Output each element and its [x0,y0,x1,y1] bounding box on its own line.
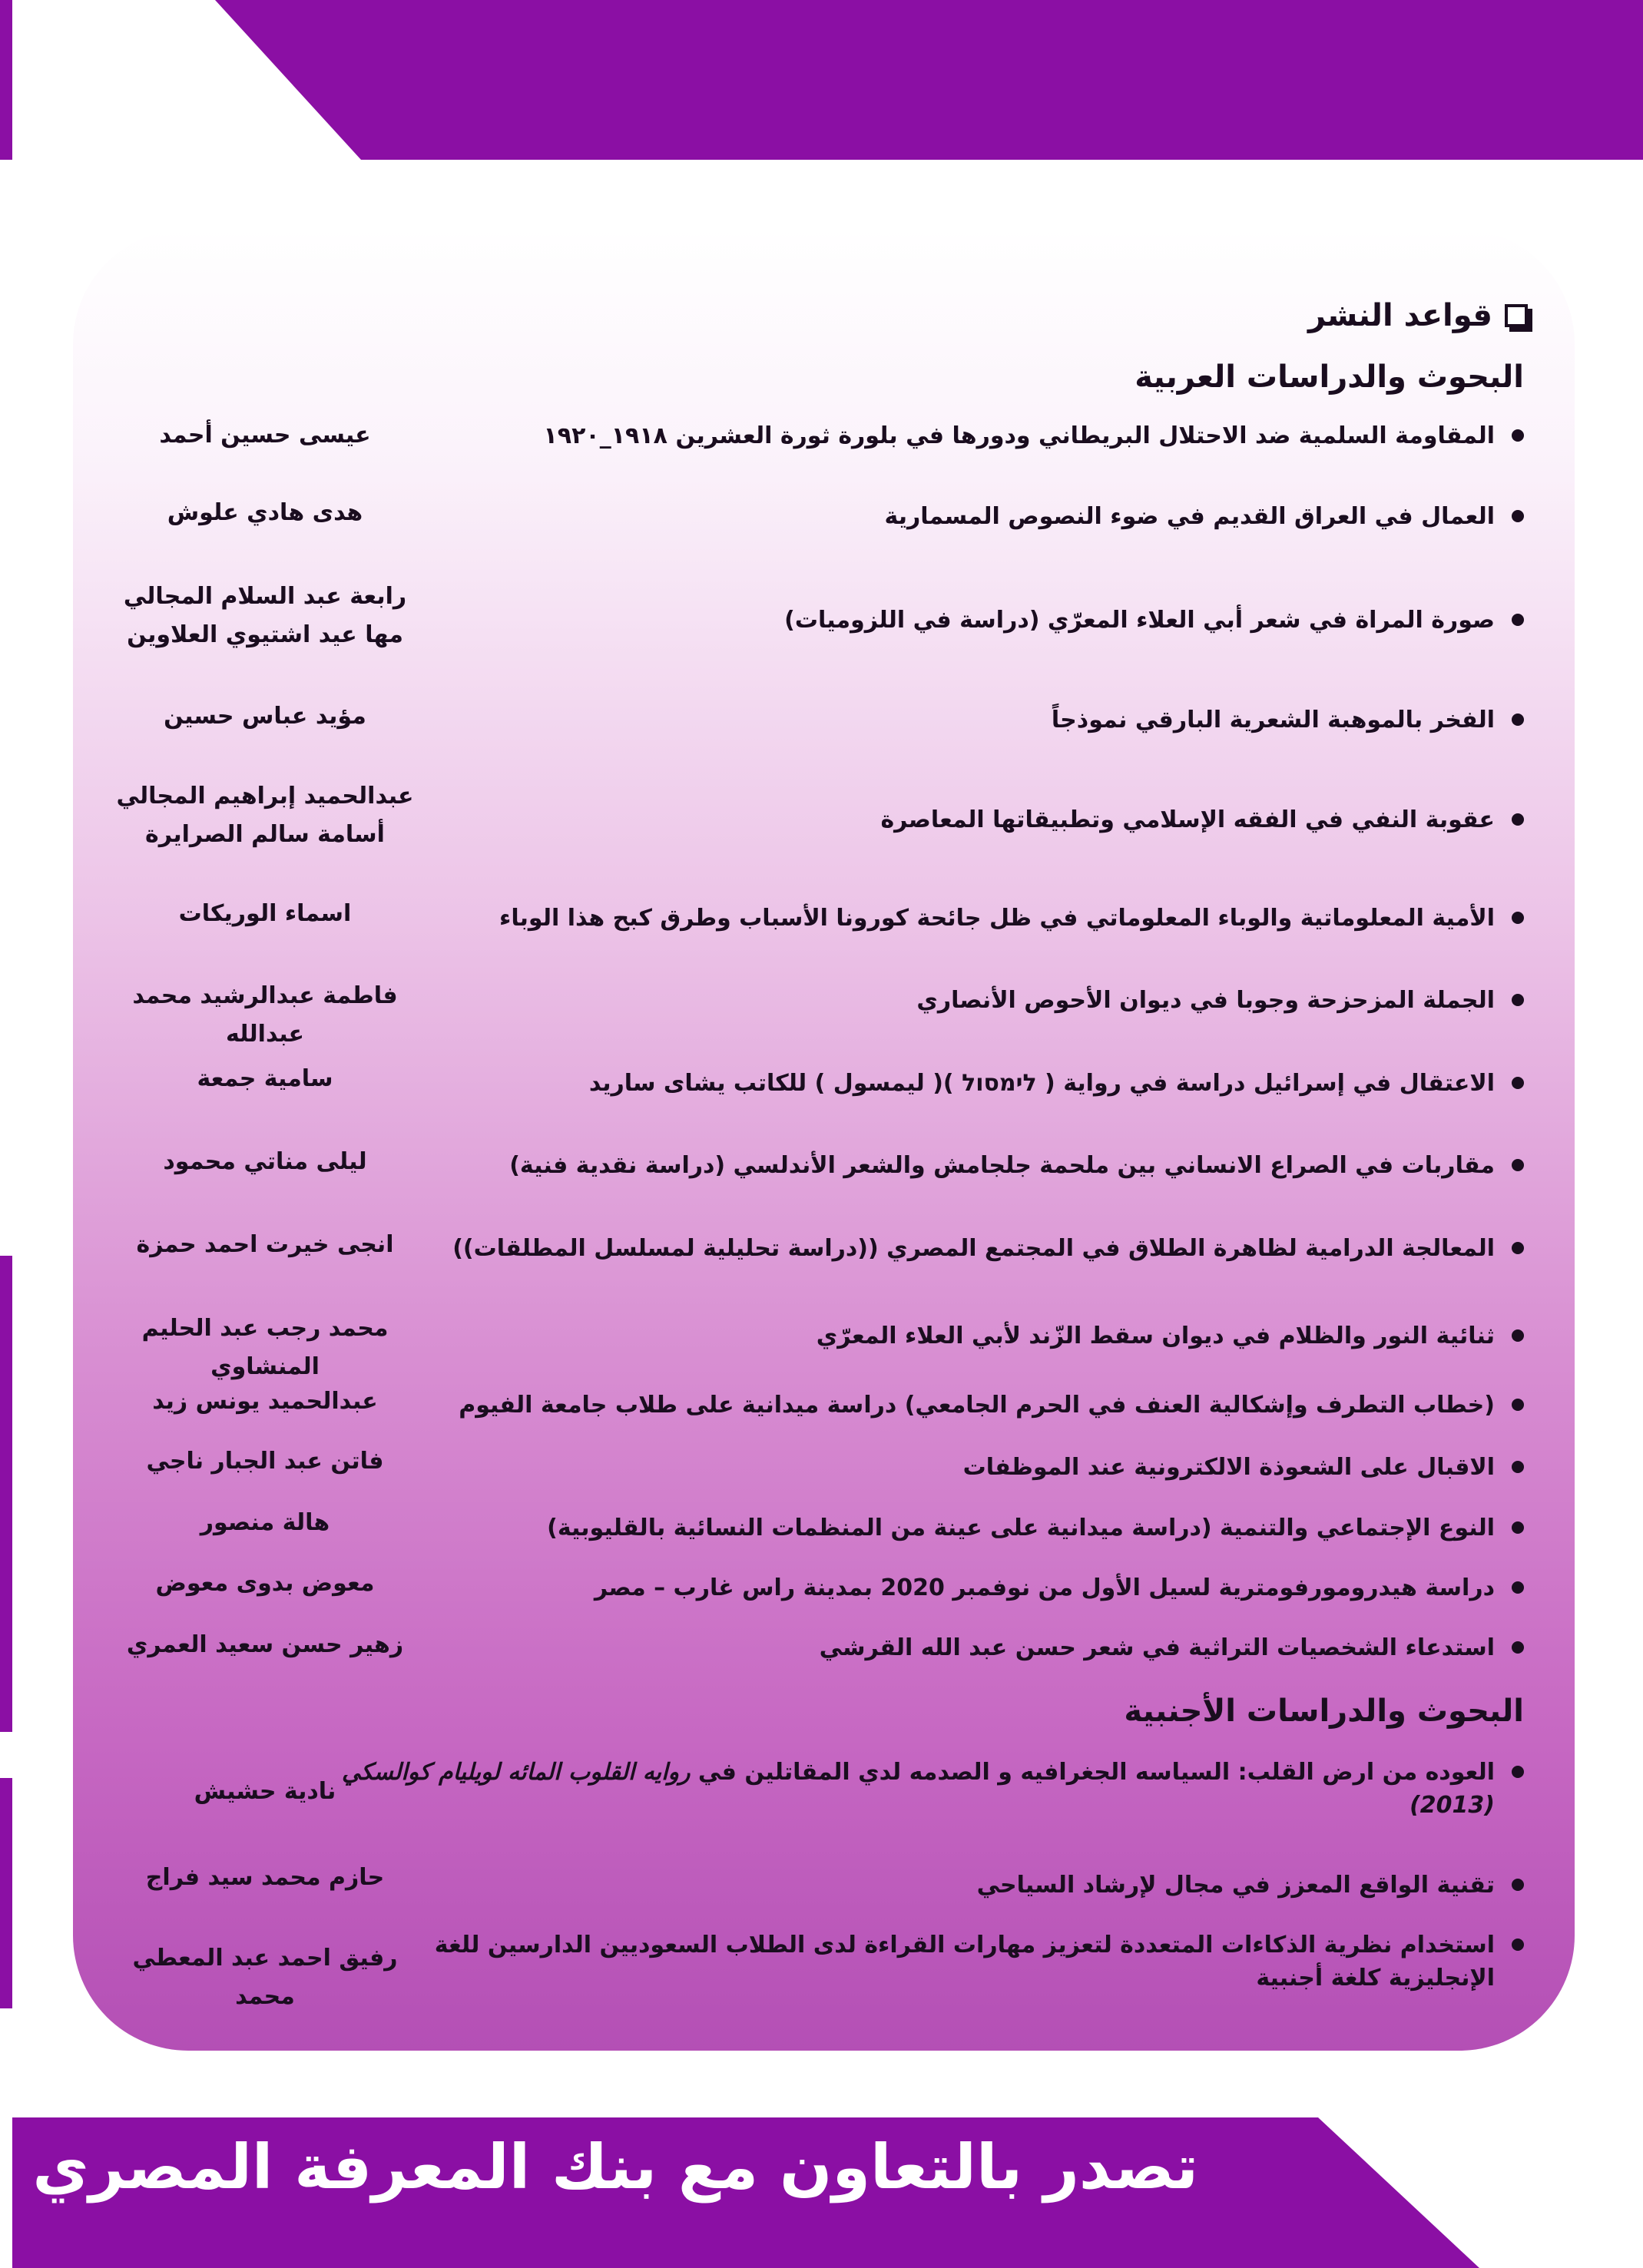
top-decorative-band [0,0,1643,160]
item-title: الفخر بالموهبة الشعرية البارقي نموذجاً [1051,707,1495,733]
list-item [820,1634,1524,1661]
item-title: العمال في العراق القديم في ضوء النصوص المسمارية [884,503,1495,530]
item-title: الأمية المعلوماتية والوباء المعلوماتي في ظل جائحة كورونا الأسباب وطرق كبح هذا الوباء [499,905,1495,932]
item-title: الاعتقال في إسرائيل دراسة في رواية ( לימסול )( ليمسول ) للكاتب يشاى ساريد [588,1070,1495,1097]
list-item [1052,707,1524,733]
left-edge-strip-middle [0,1256,12,1732]
author-name: فاطمة عبدالرشيد محمد عبدالله [132,982,398,1048]
list-item [544,422,1525,449]
item-title-italic: روايه القلوب المائه لويليام كوالسكي [341,1759,691,1786]
bullet-icon [1512,1461,1524,1473]
bullet-icon [1512,813,1524,826]
bullet-icon [1512,1521,1524,1534]
left-edge-strip-top [0,0,12,160]
list-item [784,607,1524,634]
list-item [817,1323,1524,1349]
author-name: عبدالحميد يونس زيد [152,1388,378,1415]
list-item [435,1932,1524,1992]
author-name: رابعة عبد السلام المجالي مها عيد اشتيوي العلاوين [123,583,407,648]
item-title: الاقبال على الشعوذة الالكترونية عند الموظفات [962,1454,1495,1481]
author-name: هدى هادي علوش [167,499,363,526]
bullet-icon [1512,1939,1524,1951]
bullet-icon [1512,1242,1524,1254]
bullet-icon [1512,1159,1524,1171]
foreign-section-title: البحوث والدراسات الأجنبية [1124,1694,1524,1729]
author-name: عيسى حسين أحمد [159,422,371,449]
author-name: هالة منصور [200,1509,330,1536]
item-title: المعالجة الدرامية لظاهرة الطلاق في المجتمع المصري ((دراسة تحليلية لمسلسل المطلقات)) [452,1235,1495,1262]
item-title-continued: الإنجليزية كلغة أجنبية [1256,1965,1495,1992]
bullet-icon [1512,429,1524,442]
item-title: استخدام نظرية الذكاءات المتعددة لتعزيز مهارات القراءة لدى الطلاب السعوديين الدارسين للغة [434,1932,1495,1958]
left-edge-strip-lower [0,1778,12,2008]
bullet-icon [1512,614,1524,626]
bullet-icon [1512,1077,1524,1089]
bullet-icon [1512,1329,1524,1342]
list-item [963,1454,1524,1481]
footer-caption: تصدر بالتعاون مع بنك المعرفة المصري [32,2131,1198,2203]
list-item [977,1872,1524,1899]
author-name: مؤيد عباس حسين [164,703,366,730]
author-name: اسماء الوريكات [178,900,352,927]
author-name: حازم محمد سيد فراج [145,1864,385,1891]
author-name: محمد رجب عبد الحليم المنشاوي [141,1315,389,1380]
item-title: مقاربات في الصراع الانساني بين ملحمة جلجامش والشعر الأندلسي (دراسة نقدية فنية) [509,1152,1495,1179]
author-name: نادية حشيش [194,1778,336,1805]
author-name: رفيق احمد عبد المعطي محمد [132,1945,398,2010]
list-item [499,905,1524,932]
item-title: صورة المراة في شعر أبي العلاء المعرّي (دراسة في اللزوميات) [784,607,1495,634]
item-title: (خطاب التطرف وإشكالية العنف في الحرم الجامعي) دراسة ميدانية على طلاب جامعة الفيوم [459,1392,1495,1419]
list-item [595,1574,1524,1601]
item-title: عقوبة النفي في الفقه الإسلامي وتطبيقاتها المعاصرة [880,806,1495,833]
list-item [589,1070,1524,1097]
list-item [547,1515,1524,1541]
author-name: معوض بدوى معوض [155,1570,375,1597]
item-title: المقاومة السلمية ضد الاحتلال البريطاني ودورها في بلورة ثورة العشرين ١٩١٨_١٩٢٠ [543,422,1495,449]
bullet-icon [1512,714,1524,726]
author-name: فاتن عبد الجبار ناجي [146,1448,384,1475]
bullet-icon [1512,1581,1524,1594]
list-item [916,987,1524,1014]
bullet-icon [1512,994,1524,1006]
author-name: ليلى مناتي محمود [163,1148,367,1175]
item-title: استدعاء الشخصيات التراثية في شعر حسن عبد الله القرشي [819,1634,1495,1661]
publishing-rules-heading [1308,298,1528,333]
bullet-icon [1512,912,1524,924]
list-item [885,503,1524,530]
checkbox-icon [1505,304,1528,327]
author-name: انجى خيرت احمد حمزة [136,1231,394,1258]
bullet-icon [1512,1766,1524,1778]
list-item [509,1152,1524,1179]
arabic-section-title: البحوث والدراسات العربية [1135,359,1524,395]
list-item [452,1235,1524,1262]
author-name: زهير حسن سعيد العمري [126,1631,404,1658]
publishing-rules-title: قواعد النشر [1308,298,1492,333]
list-item [880,806,1524,833]
bullet-icon [1512,510,1524,522]
author-name: سامية جمعة [197,1065,333,1092]
bullet-icon [1512,1399,1524,1411]
item-title: الجملة المزحزحة وجوبا في ديوان الأحوص الأنصاري [916,987,1495,1014]
bullet-icon [1512,1641,1524,1654]
item-title: النوع الإجتماعي والتنمية (دراسة ميدانية على عينة من المنظمات النسائية بالقليوبية) [547,1515,1495,1541]
author-name: عبدالحميد إبراهيم المجالي أسامة سالم الصرايرة [116,783,414,848]
bullet-icon [1512,1879,1524,1891]
item-title: تقنية الواقع المعزز في مجال لإرشاد السياحي [976,1872,1495,1899]
item-title-continued: (2013) [1409,1792,1495,1819]
list-item [459,1392,1524,1419]
list-item [342,1759,1524,1819]
item-title: العوده من ارض القلب: السياسه الجغرافيه و الصدمه لدي المقاتلين في [690,1759,1495,1786]
item-title: ثنائية النور والظلام في ديوان سقط الزّند لأبي العلاء المعرّي [816,1323,1495,1349]
item-title: دراسة هيدرومورفومترية لسيل الأول من نوفمبر 2020 بمدينة راس غارب – مصر [594,1574,1495,1601]
